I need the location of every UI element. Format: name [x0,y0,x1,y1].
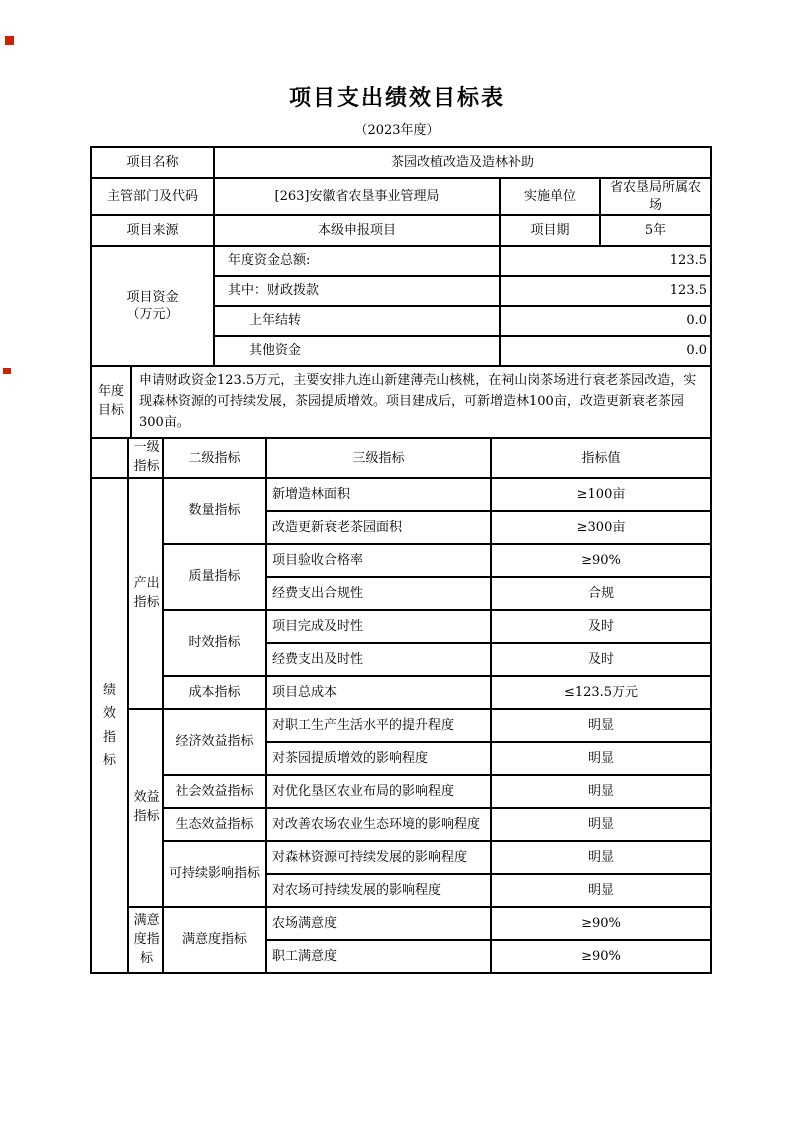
indicators-table [90,437,712,974]
level3-indicator: 经费支出及时性 [266,643,491,676]
indicator-value: 明显 [491,874,711,907]
dept-value: [263]安徽省农垦事业管理局 [214,178,500,215]
project-name-value: 茶园改植改造及造林补助 [214,147,711,178]
table-row [91,544,711,577]
funds-group-label [91,246,214,366]
impl-unit-label: 实施单位 [500,178,600,215]
level2-cost: 成本指标 [163,676,266,709]
level3-indicator: 农场满意度 [266,907,491,940]
funds-group-label-line1: 项目资金 [126,289,179,305]
annual-goal-table [90,365,712,439]
period-label: 项目期 [500,215,600,246]
table-row [91,366,711,438]
table-row [91,841,711,874]
indicator-value: 明显 [491,775,711,808]
fund-fiscal-value: 123.5 [500,276,711,306]
header-level1: 一级指标 [128,438,163,478]
page-title: 项目支出绩效目标表 [288,85,505,111]
fund-total-value: 123.5 [500,246,711,276]
table-row [91,610,711,643]
indicators-header-row [91,438,711,478]
level3-indicator: 对茶园提质增效的影响程度 [266,742,491,775]
fund-carryover-value: 0.0 [500,306,711,336]
indicator-value: 及时 [491,610,711,643]
red-annotation-mark [5,36,14,45]
table-row [91,808,711,841]
indicator-value: ≥100亩 [491,478,711,511]
table-row [91,178,711,215]
table-row [91,147,711,178]
level3-indicator: 经费支出合规性 [266,577,491,610]
annual-goal-label: 年度目标 [91,366,131,438]
indicator-value: ≥90% [491,907,711,940]
source-value: 本级申报项目 [214,215,500,246]
table-row [91,478,711,511]
header-level2: 二级指标 [163,438,266,478]
level3-indicator: 职工满意度 [266,940,491,973]
indicator-value: 合规 [491,577,711,610]
fund-fiscal-label: 其中：财政拨款 [214,276,500,306]
header-level3: 三级指标 [266,438,491,478]
table-row [91,775,711,808]
level3-indicator: 对优化垦区农业布局的影响程度 [266,775,491,808]
project-name-label: 项目名称 [91,147,214,178]
level3-indicator: 新增造林面积 [266,478,491,511]
table-row [91,907,711,940]
header-value: 指标值 [491,438,711,478]
indicator-value: ≥300亩 [491,511,711,544]
indicator-value: 明显 [491,841,711,874]
level2-social: 社会效益指标 [163,775,266,808]
fund-carryover-label: 上年结转 [214,306,500,336]
level3-indicator: 改造更新衰老茶园面积 [266,511,491,544]
red-annotation-mark [3,368,11,374]
table-row [91,676,711,709]
project-funds-table [90,245,712,367]
level2-economic: 经济效益指标 [163,709,266,775]
fund-total-label: 年度资金总额: [214,246,500,276]
table-row [91,709,711,742]
table-row [91,215,711,246]
level2-quantity: 数量指标 [163,478,266,544]
level1-satisfaction: 满意度指标 [128,907,163,973]
page-subtitle: （2023年度） [354,123,440,138]
table-row [91,246,711,276]
group-label-performance: 绩效指标 [91,478,128,973]
fund-other-value: 0.0 [500,336,711,366]
level2-ecological: 生态效益指标 [163,808,266,841]
indicator-value: ≥90% [491,940,711,973]
project-info-table [90,146,712,247]
level3-indicator: 对森林资源可持续发展的影响程度 [266,841,491,874]
level1-output: 产出指标 [128,478,163,709]
level2-satisfaction: 满意度指标 [163,907,266,973]
level3-indicator: 项目完成及时性 [266,610,491,643]
fund-other-label: 其他资金 [214,336,500,366]
indicator-value: ≥90% [491,544,711,577]
level3-indicator: 项目总成本 [266,676,491,709]
level3-indicator: 对改善农场农业生态环境的影响程度 [266,808,491,841]
funds-group-label-line2: （万元） [126,307,179,323]
indicator-value: 明显 [491,742,711,775]
level2-sustainability: 可持续影响指标 [163,841,266,907]
annual-goal-text: 申请财政资金123.5万元，主要安排九连山新建薄壳山核桃，在祠山岗茶场进行衰老茶园改造，实现森林资源的可持续发展，茶园提质增效。项目建成后，可新增造林100亩，改造更新衰老茶园300亩。 [131,366,711,438]
level3-indicator: 对农场可持续发展的影响程度 [266,874,491,907]
indicator-value: 明显 [491,709,711,742]
impl-unit-value: 省农垦局所属农场 [600,178,711,215]
level3-indicator: 对职工生产生活水平的提升程度 [266,709,491,742]
dept-label: 主管部门及代码 [91,178,214,215]
level1-benefit: 效益指标 [128,709,163,907]
indicator-value: ≤123.5万元 [491,676,711,709]
indicator-value: 明显 [491,808,711,841]
indicators-header-spacer [91,438,128,478]
level2-quality: 质量指标 [163,544,266,610]
source-label: 项目来源 [91,215,214,246]
period-value: 5年 [600,215,711,246]
level3-indicator: 项目验收合格率 [266,544,491,577]
level2-timeliness: 时效指标 [163,610,266,676]
indicator-value: 及时 [491,643,711,676]
